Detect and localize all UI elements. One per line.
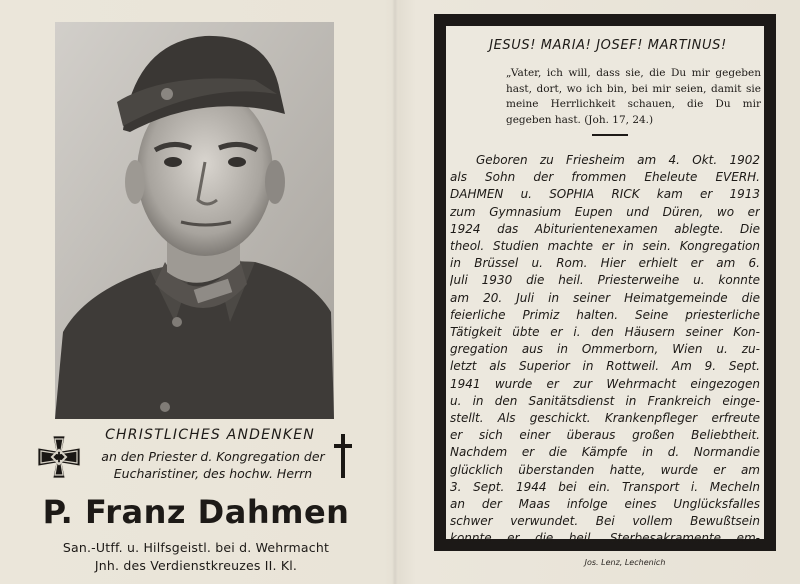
role-line-1: San.-Utff. u. Hilfsgeistl. bei d. Wehrmacht [62, 540, 330, 555]
memorial-line-1: an den Priester d. Kongregation der [101, 449, 325, 464]
role-line-2: Jnh. des Verdienstkreuzes II. Kl. [94, 558, 298, 573]
biography-line: 1941 wurde er zur Wehrmacht eingezogen [450, 376, 760, 391]
memorial-line-2: Eucharistiner, des hochw. Herrn [113, 466, 313, 481]
biography-line: gregation aus in Ommerborn, Wien u. zu- [450, 342, 760, 357]
biography-line: Geboren zu Friesheim am 4. Okt. 1902 [476, 153, 760, 167]
biography-line: an der Maas infolge eines Unglücksfalles [450, 497, 760, 512]
biography-line: schwer verwundet. Bei vollem Bewußtsein [450, 514, 760, 529]
biography-line: als Sohn der frommen Eheleute EVERH. [450, 170, 760, 185]
biography-line: theol. Studien machte er in sein. Kongregation [450, 239, 760, 254]
biography-line: u. in den Sanitätsdienst in Frankreich einge- [450, 393, 760, 408]
biography-line: Nachdem er die Kämpfe in d. Normandie [450, 445, 760, 460]
biography-line: in Brüssel u. Rom. Hier erhielt er am 6. [450, 256, 760, 271]
biography-line: feierliche Primiz halten. Seine priesterliche [450, 307, 760, 322]
biography-line: am 20. Juli in seiner Heimatgemeinde die [450, 290, 760, 305]
deceased-name: P. Franz Dahmen [42, 493, 350, 531]
biography-line: stellt. Als geschickt. Krankenpfleger erfreute [450, 411, 760, 426]
memorial-heading: CHRISTLICHES ANDENKEN [105, 427, 315, 443]
biography-line: letzt als Superior in Rottweil. Am 9. Sept. [450, 359, 760, 374]
biography-line: Juli 1930 die heil. Priesterweihe u. konnte [450, 273, 760, 288]
bible-quote: „Vater, ich will, dass sie, die Du mir gegeben hast, dort, wo ich bin, bei mir seien, damit sie meine Herrlichkeit schauen, die Du mir gegeben hast. (Joh. 17, 24.) [506, 67, 761, 126]
latin-cross-icon [333, 432, 353, 480]
biography-line: zum Gymnasium Eupen und Düren, wo er [450, 204, 760, 219]
biography-line: konnte er die heil. Sterbesakramente em- [450, 531, 760, 546]
divider [592, 134, 628, 136]
biography-line: DAHMEN u. SOPHIA RICK kam er 1913 [450, 187, 760, 202]
motto: JESUS! MARIA! JOSEF! MARTINUS! [489, 38, 727, 53]
biography-line: glücklich überstanden hatte, wurde er am [450, 462, 760, 477]
portrait-photo [55, 22, 334, 419]
printer-credit: Jos. Lenz, Lechenich [584, 558, 666, 567]
biography-line: 3. Sept. 1944 bei ein. Transport i. Mecheln [450, 479, 760, 494]
card-fold [392, 0, 398, 584]
biography-line: 1924 das Abiturientenexamen ablegte. Die [450, 221, 760, 236]
biography [450, 152, 760, 548]
iron-cross-icon [36, 434, 82, 480]
biography-line: Tätigkeit übte er i. den Häusern seiner Kon- [450, 325, 760, 340]
biography-line: er sich einer überaus großen Beliebtheit. [450, 428, 760, 443]
